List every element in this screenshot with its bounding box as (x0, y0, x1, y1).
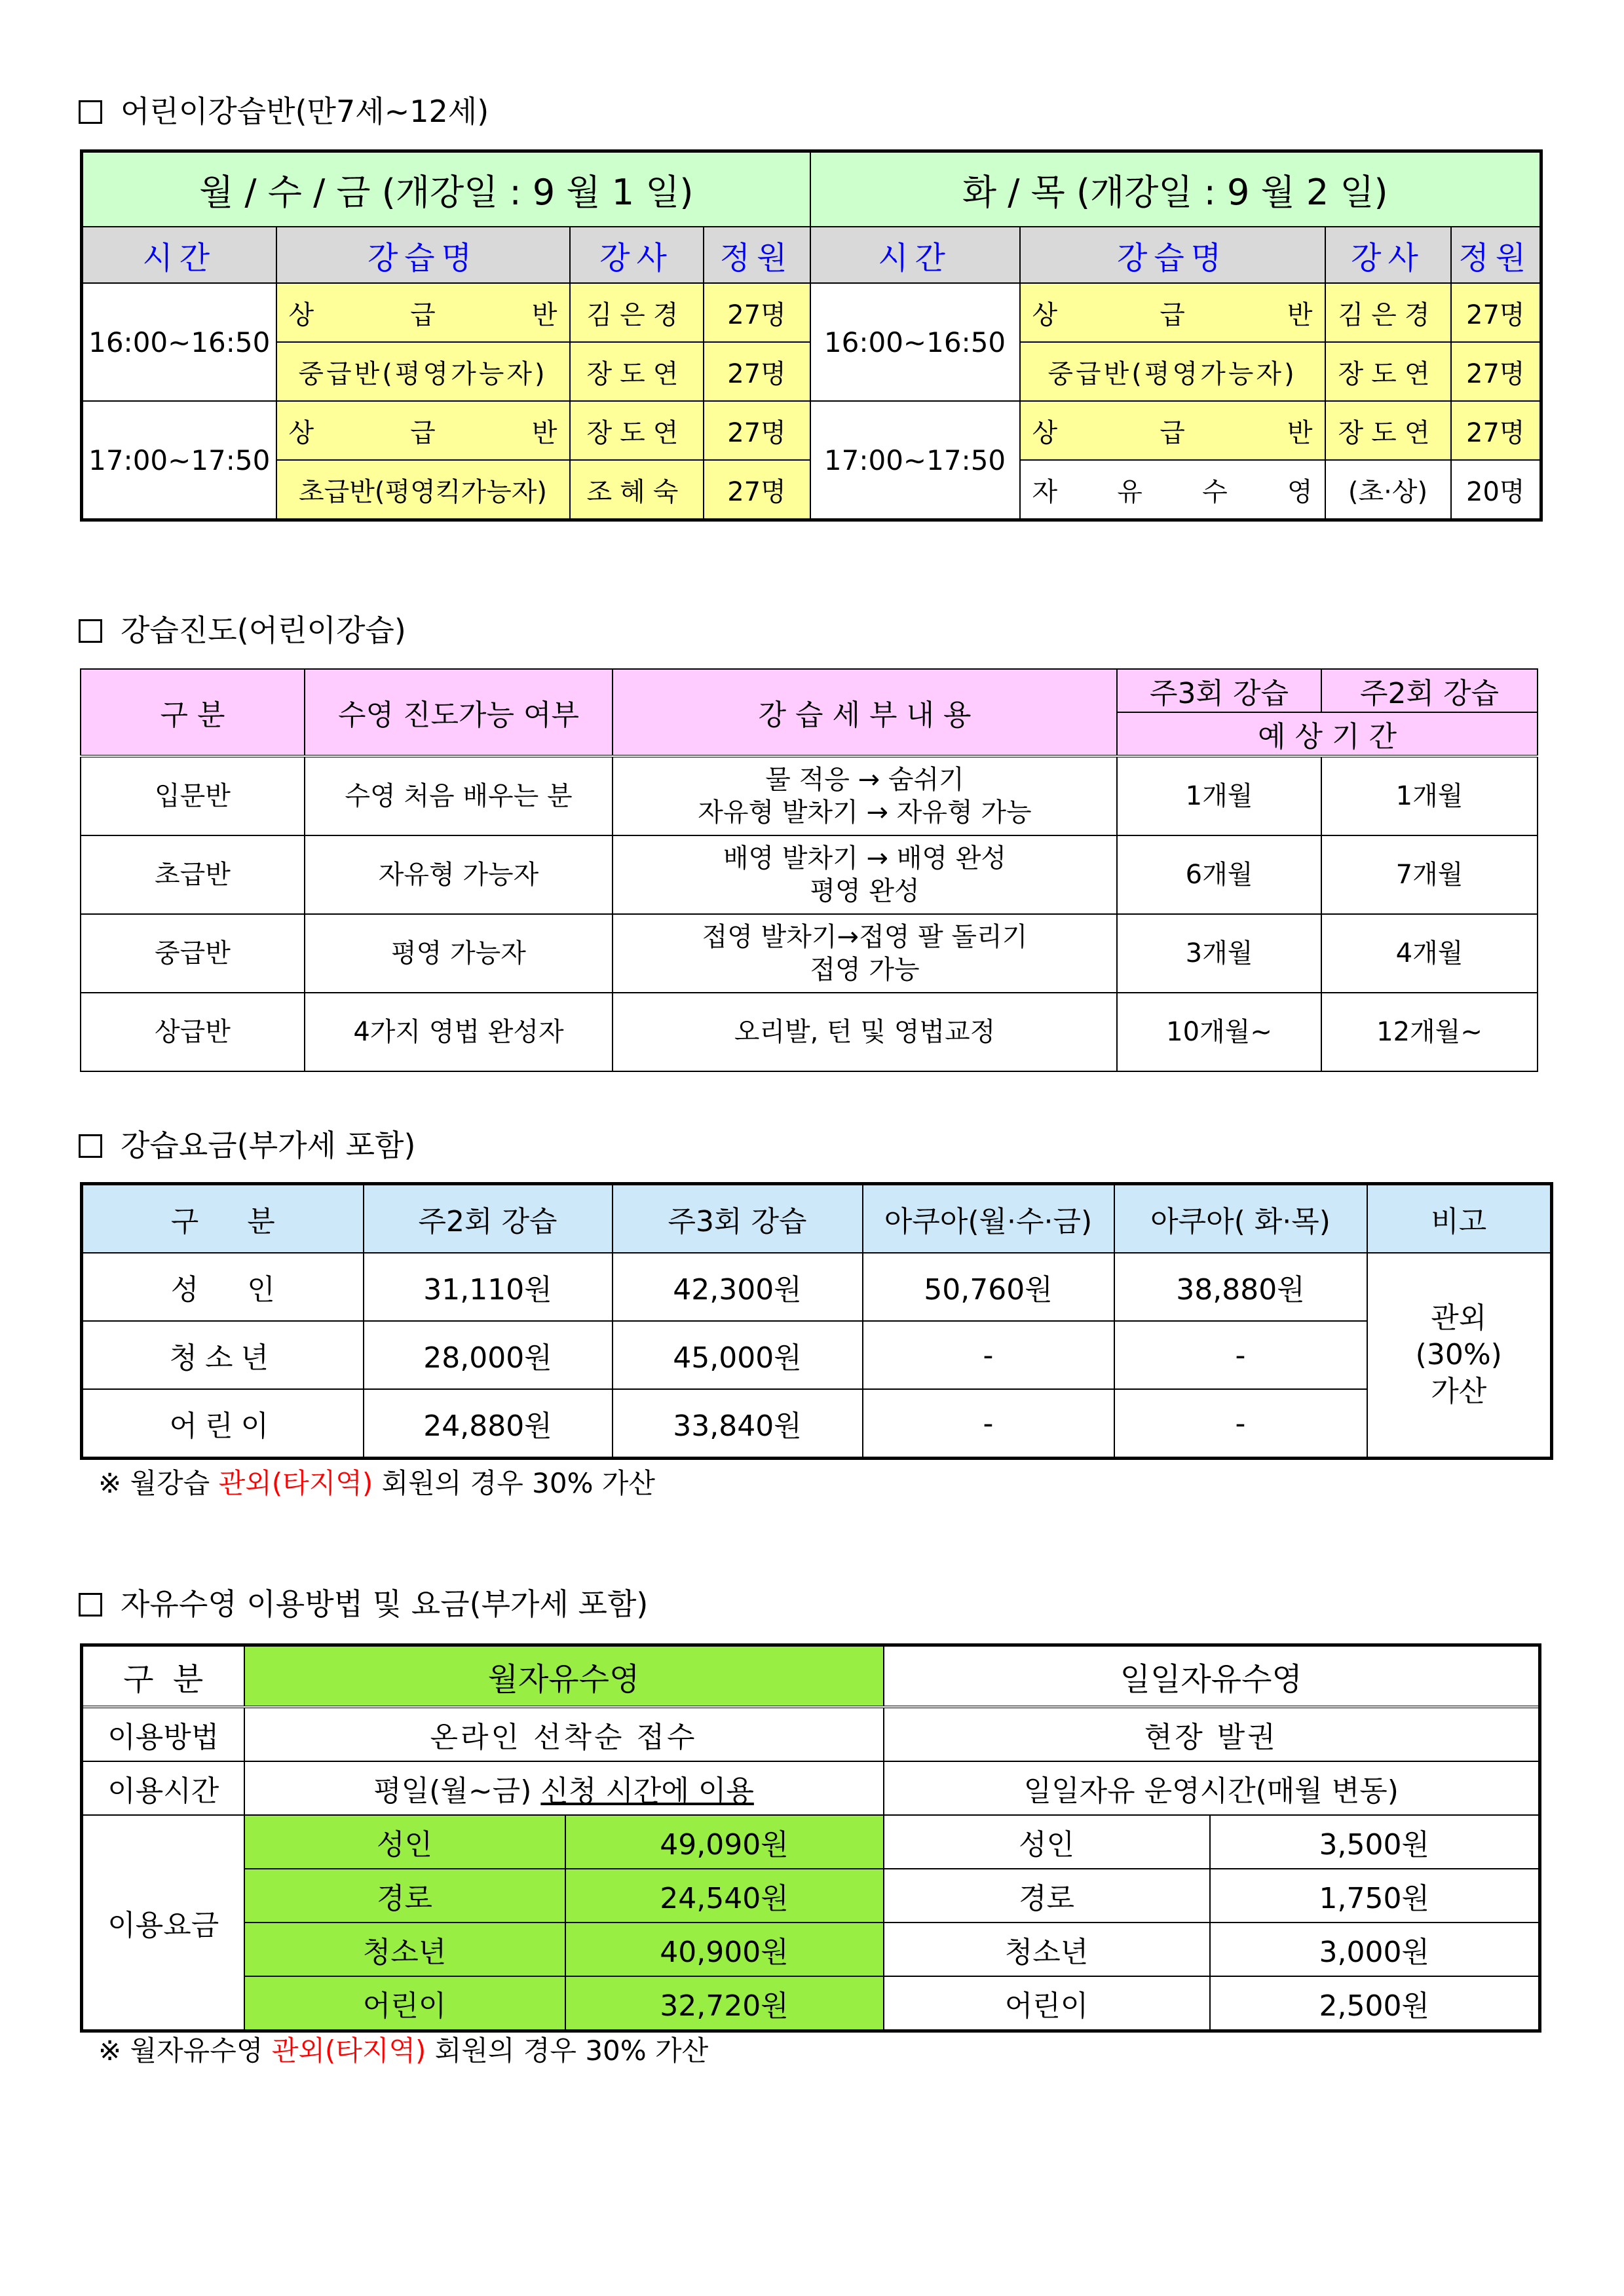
capacity: 20명 (1451, 460, 1541, 520)
checkbox-square-icon (79, 100, 102, 124)
daily-fee-label: 청소년 (884, 1923, 1210, 1976)
fee-aqua-tt: 38,880원 (1114, 1253, 1367, 1321)
daily-fee: 2,500원 (1210, 1976, 1540, 2031)
detail-line: 자유형 발차기 → 자유형 가능 (698, 797, 1032, 828)
col-division: 구 분 (82, 1184, 364, 1253)
lesson-fee-note (98, 1465, 655, 1502)
time-slot: 17:00~17:50 (810, 401, 1020, 520)
col-capacity: 정원 (704, 227, 810, 283)
section2-heading-text: 강습진도(어린이강습) (121, 613, 406, 648)
class-name: 상 급 반 (276, 401, 570, 460)
capacity: 27명 (704, 342, 810, 401)
remark-line: 가산 (1431, 1375, 1487, 1408)
fee-week3: 33,840원 (613, 1389, 863, 1459)
section1-heading (79, 92, 489, 131)
section1-heading-text: 어린이강습반(만7세~12세) (121, 94, 489, 129)
capacity: 27명 (704, 401, 810, 460)
free-swim-table (80, 1643, 1541, 2033)
fee-label: 청소년 (82, 1321, 364, 1389)
section2-heading (79, 611, 406, 650)
detail (613, 914, 1117, 993)
note-suffix: 회원의 경우 30% 가산 (373, 1467, 656, 1499)
col-week3: 주3회 강습 (1117, 669, 1321, 712)
time-slot: 16:00~16:50 (810, 283, 1020, 401)
checkbox-square-icon (79, 1134, 102, 1158)
division: 중급반 (81, 914, 305, 993)
teacher: 장도연 (570, 401, 704, 460)
class-name: 초급반(평영킥가능자) (276, 460, 570, 520)
class-name: 중급반(평영가능자) (276, 342, 570, 401)
division: 초급반 (81, 835, 305, 914)
division: 입문반 (81, 756, 305, 835)
col-class: 강습명 (1020, 227, 1325, 283)
teacher: 장도연 (570, 342, 704, 401)
method-monthly: 온라인 선착순 접수 (244, 1707, 884, 1761)
class-name: 중급반(평영가능자) (1020, 342, 1325, 401)
fee-aqua-mwf: 50,760원 (863, 1253, 1114, 1321)
col-division: 구 분 (82, 1645, 244, 1708)
detail-line: 접영 가능 (810, 955, 920, 985)
tt-header: 화 / 목 (개강일 : 9 월 2 일) (810, 151, 1541, 227)
col-time: 시간 (810, 227, 1020, 283)
time-slot: 16:00~16:50 (82, 283, 276, 401)
teacher: 장도연 (1325, 401, 1451, 460)
monthly-fee: 49,090원 (565, 1815, 884, 1869)
monthly-fee-label: 성인 (244, 1815, 565, 1869)
teacher: 조혜숙 (570, 460, 704, 520)
capacity: 27명 (704, 460, 810, 520)
week2-period: 12개월~ (1321, 993, 1538, 1071)
capacity: 27명 (704, 283, 810, 342)
time-monthly (244, 1761, 884, 1815)
week2-period: 1개월 (1321, 756, 1538, 835)
monthly-fee-label: 경로 (244, 1869, 565, 1923)
daily-fee-label: 어린이 (884, 1976, 1210, 2031)
monthly-fee-label: 청소년 (244, 1923, 565, 1976)
monthly-fee: 32,720원 (565, 1976, 884, 2031)
col-capacity: 정원 (1451, 227, 1541, 283)
section3-heading (79, 1126, 415, 1165)
detail-line: 접영 발차기→접영 팔 돌리기 (702, 922, 1028, 952)
note-highlight: 관외(타지역) (271, 2035, 426, 2067)
col-remark: 비고 (1367, 1184, 1552, 1253)
detail (613, 835, 1117, 914)
monthly-fee: 24,540원 (565, 1869, 884, 1923)
remark-line: (30%) (1415, 1338, 1502, 1371)
lesson-fee-table (80, 1182, 1553, 1460)
fee-week2: 31,110원 (364, 1253, 613, 1321)
swim-ability: 4가지 영법 완성자 (305, 993, 613, 1071)
col-daily-swim: 일일자유수영 (884, 1645, 1540, 1708)
col-week2: 주2회 강습 (364, 1184, 613, 1253)
detail: 오리발, 턴 및 영법교정 (613, 993, 1117, 1071)
time-label: 이용시간 (82, 1761, 244, 1815)
daily-fee: 3,500원 (1210, 1815, 1540, 1869)
fee-aqua-mwf: - (863, 1321, 1114, 1389)
section3-heading-text: 강습요금(부가세 포함) (121, 1128, 416, 1163)
teacher: (초·상) (1325, 460, 1451, 520)
class-name: 상 급 반 (1020, 283, 1325, 342)
col-division: 구 분 (81, 669, 305, 756)
fee-label: 어린이 (82, 1389, 364, 1459)
detail (613, 756, 1117, 835)
fee-week3: 42,300원 (613, 1253, 863, 1321)
daily-fee: 1,750원 (1210, 1869, 1540, 1923)
col-aqua-mwf: 아쿠아(월·수·금) (863, 1184, 1114, 1253)
monthly-fee: 40,900원 (565, 1923, 884, 1976)
time-daily: 일일자유 운영시간(매월 변동) (884, 1761, 1540, 1815)
section4-heading (79, 1584, 648, 1624)
time-monthly-b: 신청 시간에 이용 (540, 1774, 754, 1808)
time-slot: 17:00~17:50 (82, 401, 276, 520)
fee-aqua-tt: - (1114, 1389, 1367, 1459)
col-teacher: 강사 (570, 227, 704, 283)
division: 상급반 (81, 993, 305, 1071)
lesson-progress-table (80, 668, 1538, 1072)
note-prefix: ※ 월강습 (98, 1467, 219, 1499)
daily-fee: 3,000원 (1210, 1923, 1540, 1976)
class-name: 자 유 수 영 (1020, 460, 1325, 520)
note-suffix: 회원의 경우 30% 가산 (426, 2035, 709, 2067)
class-name: 상 급 반 (1020, 401, 1325, 460)
col-week3: 주3회 강습 (613, 1184, 863, 1253)
teacher: 장도연 (1325, 342, 1451, 401)
col-expected-period: 예 상 기 간 (1117, 712, 1538, 756)
fee-week2: 28,000원 (364, 1321, 613, 1389)
week3-period: 3개월 (1117, 914, 1321, 993)
capacity: 27명 (1451, 342, 1541, 401)
fee-aqua-tt: - (1114, 1321, 1367, 1389)
detail-line: 물 적응 → 숨쉬기 (765, 765, 964, 795)
capacity: 27명 (1451, 283, 1541, 342)
free-swim-note (98, 2033, 708, 2069)
week3-period: 1개월 (1117, 756, 1321, 835)
fee-week3: 45,000원 (613, 1321, 863, 1389)
method-label: 이용방법 (82, 1707, 244, 1761)
col-detail: 강 습 세 부 내 용 (613, 669, 1117, 756)
col-swim-ability: 수영 진도가능 여부 (305, 669, 613, 756)
swim-ability: 자유형 가능자 (305, 835, 613, 914)
remark-line: 관외 (1431, 1301, 1487, 1335)
detail-line: 배영 발차기 → 배영 완성 (723, 843, 1007, 873)
note-prefix: ※ 월자유수영 (98, 2035, 272, 2067)
mwf-header: 월 / 수 / 금 (개강일 : 9 월 1 일) (82, 151, 810, 227)
class-name: 상 급 반 (276, 283, 570, 342)
col-week2: 주2회 강습 (1321, 669, 1538, 712)
checkbox-square-icon (79, 619, 102, 643)
week2-period: 4개월 (1321, 914, 1538, 993)
fee-week2: 24,880원 (364, 1389, 613, 1459)
capacity: 27명 (1451, 401, 1541, 460)
monthly-fee-label: 어린이 (244, 1976, 565, 2031)
time-monthly-a: 평일(월~금) (373, 1774, 541, 1808)
swim-ability: 평영 가능자 (305, 914, 613, 993)
kids-class-schedule-table (80, 149, 1543, 522)
col-time: 시간 (82, 227, 276, 283)
week3-period: 6개월 (1117, 835, 1321, 914)
teacher: 김은경 (1325, 283, 1451, 342)
fee-aqua-mwf: - (863, 1389, 1114, 1459)
week2-period: 7개월 (1321, 835, 1538, 914)
checkbox-square-icon (79, 1593, 102, 1617)
fee-label: 이용요금 (82, 1815, 244, 2031)
col-class: 강습명 (276, 227, 570, 283)
daily-fee-label: 성인 (884, 1815, 1210, 1869)
swim-ability: 수영 처음 배우는 분 (305, 756, 613, 835)
method-daily: 현장 발권 (884, 1707, 1540, 1761)
fee-label: 성 인 (82, 1253, 364, 1321)
fee-remark (1367, 1253, 1552, 1459)
daily-fee-label: 경로 (884, 1869, 1210, 1923)
teacher: 김은경 (570, 283, 704, 342)
section4-heading-text: 자유수영 이용방법 및 요금(부가세 포함) (121, 1586, 649, 1622)
detail-line: 평영 완성 (810, 876, 920, 906)
note-highlight: 관외(타지역) (218, 1467, 373, 1499)
col-teacher: 강사 (1325, 227, 1451, 283)
col-monthly-swim: 월자유수영 (244, 1645, 884, 1708)
col-aqua-tt: 아쿠아( 화·목) (1114, 1184, 1367, 1253)
week3-period: 10개월~ (1117, 993, 1321, 1071)
